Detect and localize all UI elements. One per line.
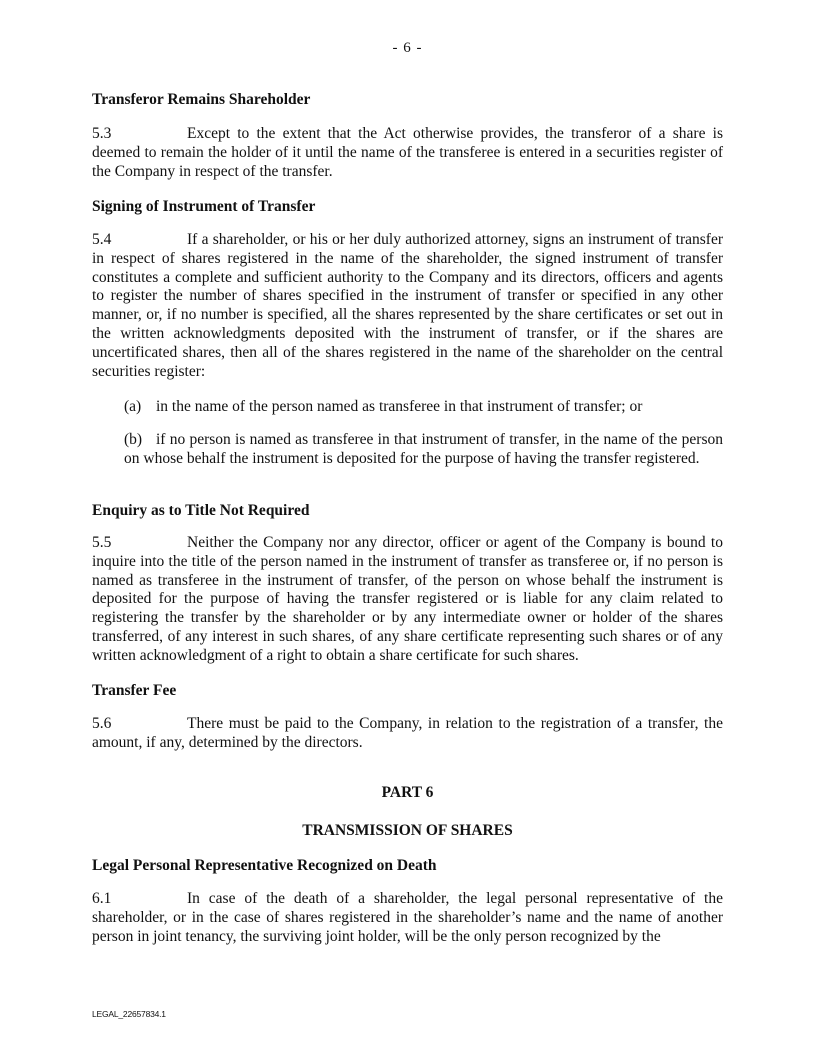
subclause-b — [124, 431, 723, 469]
page-number: - 6 - — [392, 40, 423, 56]
clause-text: In case of the death of a shareholder, the legal personal representative of the shareholder, or in the case of shares registered in the shareholder’s name and the name of another person in joint tenancy, the surviving joint holder, will be the only person recognized by the — [92, 890, 723, 945]
clause-5-3 — [92, 125, 723, 181]
subclause-a — [124, 398, 723, 417]
section-heading-legal-personal-representative: Legal Personal Representative Recognized on Death — [92, 857, 437, 874]
clause-5-5 — [92, 534, 723, 666]
clause-6-1 — [92, 890, 723, 946]
clause-number: 5.5 — [92, 534, 112, 551]
part-subtitle: TRANSMISSION OF SHARES — [302, 822, 513, 839]
subclause-label: (a) — [124, 398, 142, 415]
clause-5-4 — [92, 231, 723, 381]
clause-number: 5.6 — [92, 715, 112, 732]
clause-number: 5.4 — [92, 231, 112, 248]
clause-text: There must be paid to the Company, in relation to the registration of a transfer, the amount, if any, determined by the directors. — [92, 715, 723, 751]
section-heading-enquiry-as-to-title: Enquiry as to Title Not Required — [92, 502, 310, 519]
clause-number: 6.1 — [92, 890, 112, 907]
subclause-label: (b) — [124, 431, 143, 448]
part-title: PART 6 — [381, 784, 434, 801]
clause-text: If a shareholder, or his or her duly authorized attorney, signs an instrument of transfer in respect of shares registered in the name of the shareholder, the signed instrument of transfer constitutes a complete and sufficient authority to the Company and its directors, officers and agents to register the number of shares specified in the instrument of transfer or specified in any other manner, or, if no number is specified, all the shares represented by the share certificates or set out in the written acknowledgments deposited with the instrument of transfer, or if the shares are uncertificated shares, then all of the shares registered in the name of the shareholder on the central securities register: — [92, 231, 723, 380]
clause-number: 5.3 — [92, 125, 112, 142]
clause-text: Except to the extent that the Act otherwise provides, the transferor of a share is deemed to remain the holder of it until the name of the transferee is entered in a securities register of the Company in respect of the transfer. — [92, 125, 723, 180]
section-heading-transferor-remains-shareholder: Transferor Remains Shareholder — [92, 91, 311, 108]
section-heading-transfer-fee: Transfer Fee — [92, 682, 177, 699]
subclause-text: in the name of the person named as transferee in that instrument of transfer; or — [156, 398, 643, 415]
clause-text: Neither the Company nor any director, officer or agent of the Company is bound to inquire into the title of the person named in the instrument of transfer as transferee or, if no person is named as transferee in the instrument of transfer, of the person on whose behalf the instrument is deposited for the purpose of having the transfer registered or is liable for any claim related to registering the transfer by the shareholder or by any intermediate owner or holder of the shares transferred, of any interest in such shares, of any share certificate representing such shares or of any written acknowledgment of a right to obtain a share certificate for such shares. — [92, 534, 723, 664]
section-heading-signing-of-instrument: Signing of Instrument of Transfer — [92, 198, 316, 215]
subclause-text: if no person is named as transferee in that instrument of transfer, in the name of the person on whose behalf the instrument is deposited for the purpose of having the transfer registered. — [124, 431, 723, 467]
clause-5-6 — [92, 715, 723, 753]
document-footer-id: LEGAL_22657834.1 — [92, 1009, 166, 1019]
